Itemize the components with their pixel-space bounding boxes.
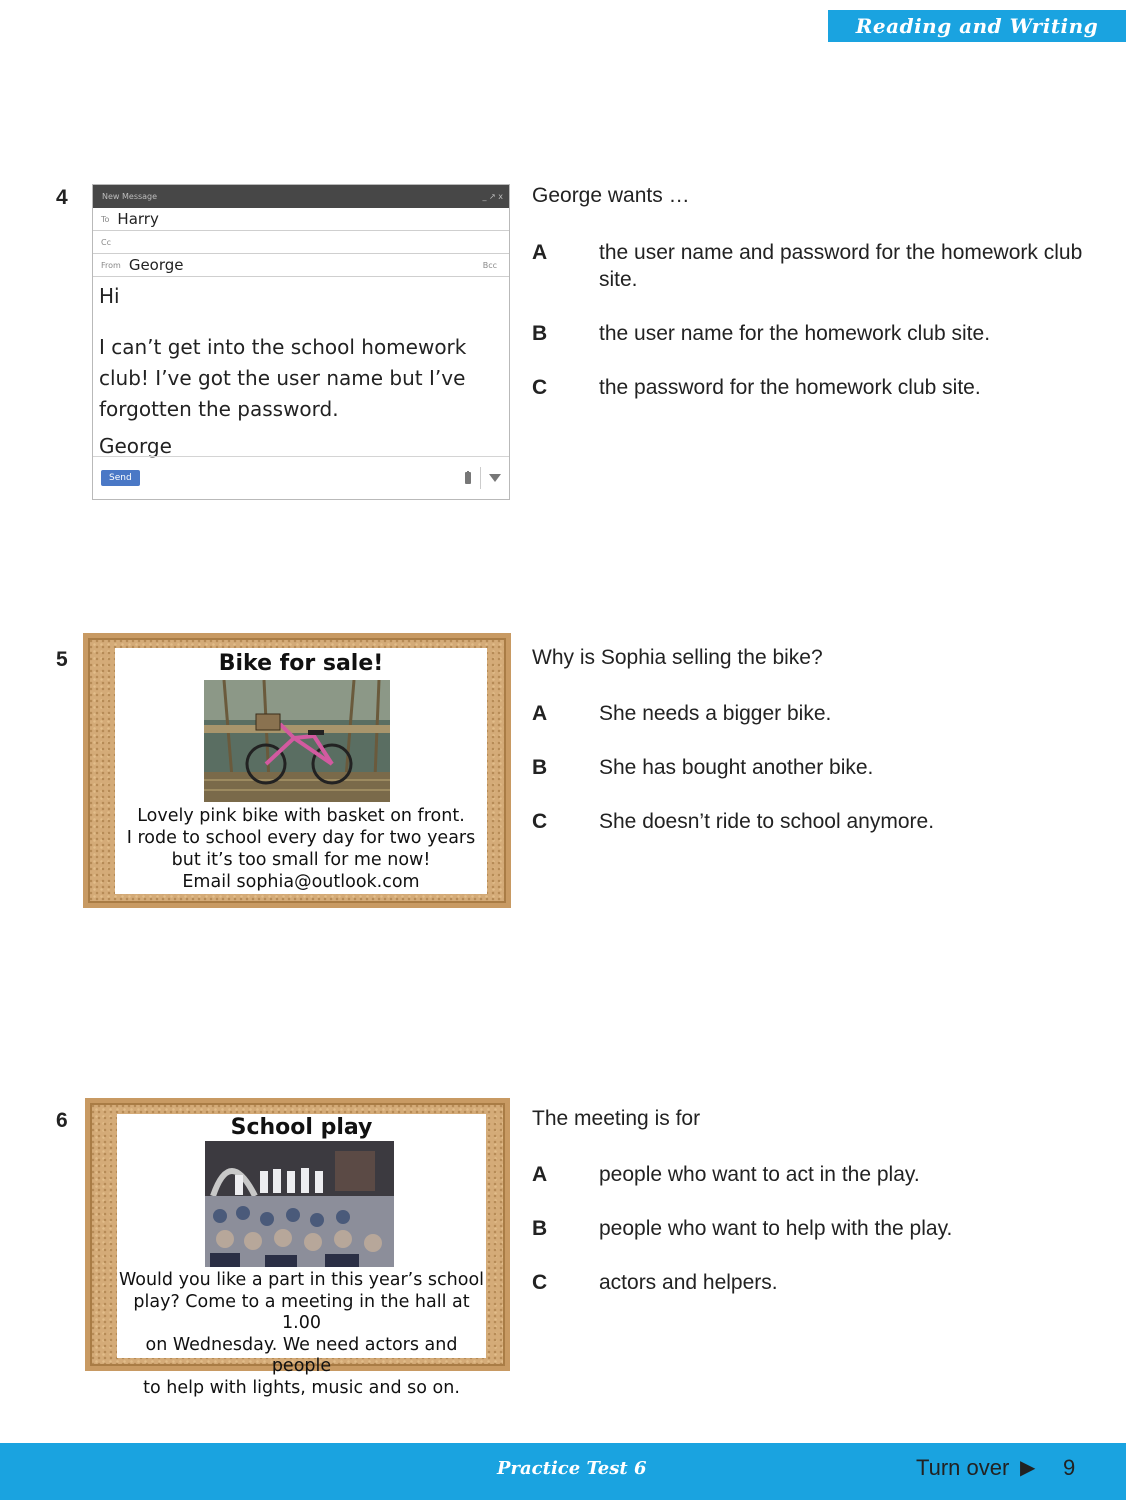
option-letter: C — [532, 810, 548, 833]
attach-icon[interactable] — [464, 471, 472, 485]
window-controls-icon[interactable]: _ ↗ x — [482, 192, 503, 201]
email-titlebar — [93, 185, 509, 208]
email-window — [92, 184, 510, 500]
bcc-label[interactable]: Bcc — [482, 260, 497, 270]
notice-title: School play — [230, 1115, 373, 1140]
notice-text — [115, 805, 487, 893]
notice-line: Lovely pink bike with basket on front. — [137, 806, 465, 826]
option-letter: A — [532, 241, 548, 264]
notice-line: Email sophia@outlook.com — [182, 872, 420, 892]
bike-notice — [115, 648, 487, 894]
option-text: the user name and password for the homework club site. — [599, 241, 1083, 291]
option-text: She doesn’t ride to school anymore. — [599, 810, 935, 833]
option-letter: B — [532, 756, 548, 779]
option-text: the password for the homework club site. — [599, 376, 981, 399]
option-letter: A — [532, 1163, 548, 1186]
option-text: the user name for the homework club site. — [599, 322, 991, 345]
notice-title: Bike for sale! — [218, 651, 384, 676]
to-row[interactable] — [93, 208, 509, 231]
send-button[interactable]: Send — [101, 470, 140, 486]
question-number-4: 4 — [56, 186, 68, 209]
notice-line: but it’s too small for me now! — [171, 850, 431, 870]
question-4-prompt: George wants … — [532, 184, 690, 207]
section-title: Reading and Writing — [855, 14, 1099, 38]
notice-text — [117, 1270, 486, 1399]
notice-line: on Wednesday. We need actors and people — [145, 1334, 458, 1376]
from-row[interactable] — [93, 254, 509, 277]
notice-line: to help with lights, music and so on. — [143, 1377, 460, 1398]
page-footer — [0, 1443, 1126, 1500]
turn-over-label[interactable]: Turn over — [916, 1455, 1010, 1480]
dropdown-arrow-icon[interactable] — [489, 474, 501, 482]
notice-line: Would you like a part in this year’s school — [118, 1270, 485, 1290]
cc-label: Cc — [101, 237, 111, 247]
to-value: Harry — [117, 210, 159, 228]
option-text: actors and helpers. — [599, 1271, 778, 1294]
email-signature: George — [99, 434, 172, 458]
to-label: To — [101, 214, 110, 224]
question-number-6: 6 — [56, 1109, 68, 1132]
email-greeting: Hi — [99, 284, 120, 308]
page-number: 9 — [1063, 1455, 1076, 1480]
option-letter: C — [532, 376, 548, 399]
option-text: She has bought another bike. — [599, 756, 874, 779]
practice-test-title: Practice Test 6 — [497, 1458, 647, 1479]
option-letter: A — [532, 702, 548, 725]
notice-line: play? Come to a meeting in the hall at 1.00 — [133, 1291, 470, 1333]
email-window-title: New Message — [102, 192, 158, 201]
school-play-audience-photo — [205, 1141, 394, 1267]
pink-bicycle-photo — [204, 680, 390, 802]
option-text: She needs a bigger bike. — [599, 702, 832, 725]
option-text: people who want to act in the play. — [599, 1163, 920, 1186]
from-label: From — [101, 260, 121, 270]
question-5-prompt: Why is Sophia selling the bike? — [532, 646, 823, 669]
question-6-prompt: The meeting is for — [532, 1107, 701, 1130]
question-number-5: 5 — [56, 648, 68, 671]
option-letter: B — [532, 1217, 548, 1240]
email-footer-icons — [464, 467, 501, 489]
section-header-tab — [828, 10, 1126, 42]
email-body[interactable] — [93, 277, 509, 462]
play-notice — [117, 1114, 486, 1398]
option-letter: C — [532, 1271, 548, 1294]
from-value: George — [128, 256, 184, 274]
notice-line: I rode to school every day for two years — [126, 828, 476, 848]
email-message: I can’t get into the school homework club! I’ve got the user name but I’ve forgotten the password. — [99, 335, 467, 421]
play-arrow-icon[interactable]: ▶ — [1020, 1457, 1036, 1479]
cc-row[interactable] — [93, 231, 509, 254]
option-letter: B — [532, 322, 548, 345]
option-text: people who want to help with the play. — [599, 1217, 953, 1240]
email-footer — [93, 456, 509, 499]
